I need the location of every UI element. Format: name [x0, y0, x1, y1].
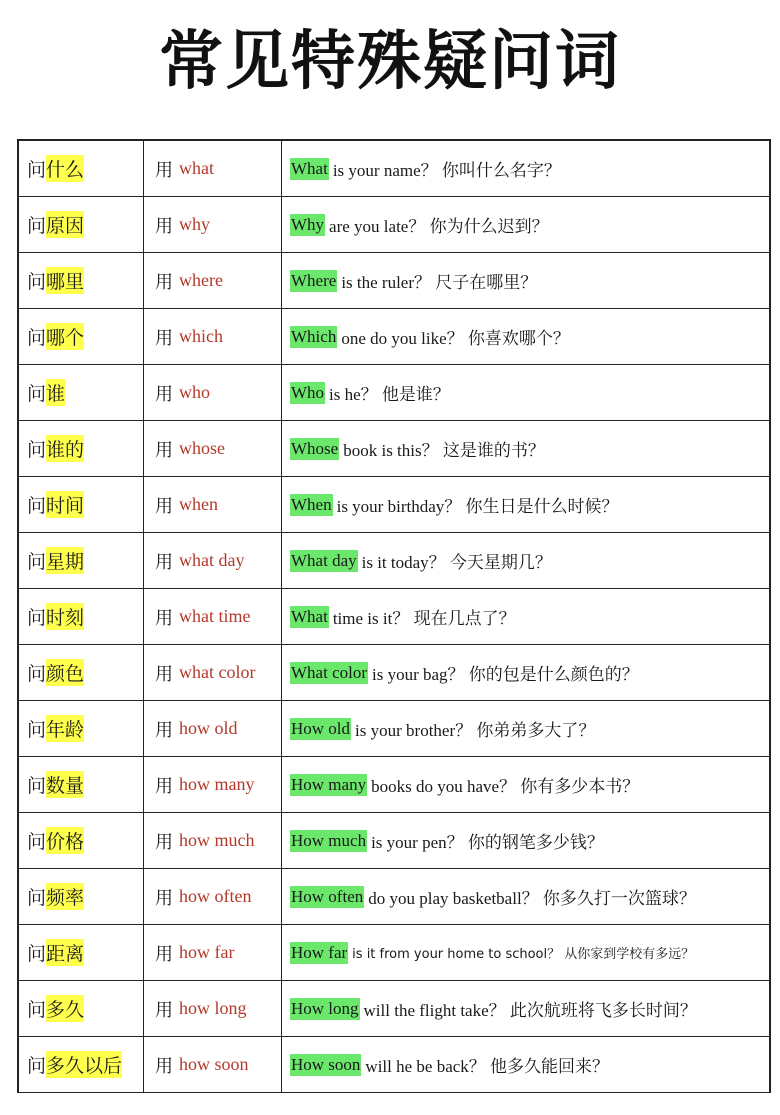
use-label: 用 [155, 383, 173, 405]
example-sentence: is your brother？ 你弟弟多大了？ [355, 721, 596, 740]
example-sentence-cell [282, 421, 769, 476]
example-sentence: one do you like？ 你喜欢哪个？ [341, 329, 570, 348]
question-word-cell [144, 533, 282, 588]
example-keyword: How old [291, 718, 351, 738]
example-sentence: is it today？ 今天星期几？ [361, 553, 552, 572]
question-topic-cell [19, 589, 144, 644]
question-prefix: 问 [27, 383, 47, 405]
question-word: why [179, 214, 210, 234]
example-keyword: Where [291, 270, 337, 290]
example-sentence: is it from your home to school？ 从你家到学校有多远？ [352, 947, 695, 962]
example-keyword: Who [291, 382, 325, 402]
use-label: 用 [155, 159, 173, 181]
question-word: what color [179, 662, 256, 682]
table-row [19, 701, 769, 757]
question-topic-cell [19, 869, 144, 924]
question-topic: 数量 [46, 771, 84, 798]
question-topic: 谁的 [46, 435, 84, 462]
example-sentence: will he be back？ 他多久能回来？ [365, 1057, 610, 1076]
question-topic-cell [19, 365, 144, 420]
question-topic: 时刻 [46, 603, 84, 630]
table-row [19, 141, 769, 197]
question-word: who [179, 382, 210, 402]
question-topic-cell [19, 645, 144, 700]
question-word: how often [179, 886, 252, 906]
example-sentence-cell [282, 813, 769, 868]
question-topic: 颜色 [46, 659, 84, 686]
question-word-cell [144, 253, 282, 308]
example-sentence: is your name？ 你叫什么名字？ [332, 161, 561, 180]
example-keyword: How much [291, 830, 367, 850]
question-word: how old [179, 718, 238, 738]
question-prefix: 问 [27, 1055, 47, 1077]
use-label: 用 [155, 1055, 173, 1077]
question-word-cell [144, 645, 282, 700]
example-keyword: What day [291, 550, 357, 570]
question-topic: 谁 [46, 379, 65, 406]
example-sentence: is your birthday？ 你生日是什么时候？ [336, 497, 619, 516]
example-sentence-cell [282, 141, 769, 196]
question-word-cell [144, 757, 282, 812]
example-sentence-cell [282, 589, 769, 644]
use-label: 用 [155, 439, 173, 461]
example-sentence: time is it？ 现在几点了？ [332, 609, 516, 628]
example-keyword: Which [291, 326, 337, 346]
example-sentence: books do you have？ 你有多少本书？ [371, 777, 640, 796]
example-sentence: is the ruler？ 尺子在哪里？ [341, 273, 538, 292]
example-sentence-cell [282, 477, 769, 532]
question-word: what time [179, 606, 251, 626]
example-keyword: How long [291, 998, 359, 1018]
example-keyword: How many [291, 774, 367, 794]
question-prefix: 问 [27, 831, 47, 853]
question-prefix: 问 [27, 887, 47, 909]
example-sentence-cell [282, 1037, 769, 1092]
example-keyword: What color [291, 662, 367, 682]
question-topic-cell [19, 981, 144, 1036]
table-row [19, 925, 769, 981]
question-topic-cell [19, 533, 144, 588]
question-topic-cell [19, 253, 144, 308]
example-sentence: will the flight take？ 此次航班将飞多长时间？ [363, 1001, 697, 1020]
question-topic: 时间 [46, 491, 84, 518]
use-label: 用 [155, 719, 173, 741]
example-sentence-cell [282, 925, 769, 980]
question-word-cell [144, 925, 282, 980]
question-topic-cell [19, 925, 144, 980]
use-label: 用 [155, 271, 173, 293]
table-row [19, 365, 769, 421]
example-sentence-cell [282, 309, 769, 364]
example-sentence-cell [282, 253, 769, 308]
question-prefix: 问 [27, 271, 47, 293]
question-prefix: 问 [27, 495, 47, 517]
question-word-cell [144, 981, 282, 1036]
example-keyword: How soon [291, 1054, 361, 1074]
table-row [19, 421, 769, 477]
question-word-cell [144, 141, 282, 196]
question-word: what [179, 158, 214, 178]
question-topic-cell [19, 1037, 144, 1092]
example-sentence-cell [282, 645, 769, 700]
example-keyword: What [291, 606, 328, 626]
question-word: how soon [179, 1054, 249, 1074]
question-prefix: 问 [27, 775, 47, 797]
example-sentence: do you play basketball？ 你多久打一次篮球？ [368, 889, 696, 908]
question-word: where [179, 270, 223, 290]
question-prefix: 问 [27, 607, 47, 629]
table-row [19, 869, 769, 925]
question-word: how far [179, 942, 235, 962]
question-topic: 什么 [46, 155, 84, 182]
table-row [19, 589, 769, 645]
example-sentence-cell [282, 197, 769, 252]
example-keyword: When [291, 494, 332, 514]
question-prefix: 问 [27, 215, 47, 237]
example-sentence-cell [282, 701, 769, 756]
question-topic: 多久以后 [46, 1051, 122, 1078]
use-label: 用 [155, 327, 173, 349]
question-topic-cell [19, 197, 144, 252]
example-sentence-cell [282, 365, 769, 420]
question-prefix: 问 [27, 159, 47, 181]
example-sentence: is he？ 他是谁？ [329, 385, 450, 404]
question-topic-cell [19, 813, 144, 868]
page-title: 常见特殊疑问词 [159, 25, 621, 99]
question-topic: 哪里 [46, 267, 84, 294]
example-sentence: is your pen？ 你的钢笔多少钱？ [371, 833, 604, 852]
example-keyword: Whose [291, 438, 339, 458]
question-word-cell [144, 1037, 282, 1092]
question-topic-cell [19, 477, 144, 532]
use-label: 用 [155, 663, 173, 685]
table-row [19, 533, 769, 589]
question-topic: 距离 [46, 939, 84, 966]
example-keyword: How far [291, 942, 348, 962]
question-prefix: 问 [27, 663, 47, 685]
use-label: 用 [155, 215, 173, 237]
question-prefix: 问 [27, 999, 47, 1021]
question-word: when [179, 494, 218, 514]
question-word: how many [179, 774, 255, 794]
question-word: how much [179, 830, 255, 850]
question-prefix: 问 [27, 943, 47, 965]
example-sentence: is your bag？ 你的包是什么颜色的？ [372, 665, 639, 684]
question-word-cell [144, 869, 282, 924]
example-sentence-cell [282, 533, 769, 588]
example-sentence-cell [282, 869, 769, 924]
example-keyword: Why [291, 214, 325, 234]
question-prefix: 问 [27, 719, 47, 741]
question-word-cell [144, 309, 282, 364]
example-sentence: are you late？ 你为什么迟到？ [329, 217, 549, 236]
question-word: what day [179, 550, 245, 570]
example-sentence-cell [282, 757, 769, 812]
example-keyword: How often [291, 886, 364, 906]
question-topic: 频率 [46, 883, 84, 910]
question-topic: 哪个 [46, 323, 84, 350]
question-prefix: 问 [27, 439, 47, 461]
example-sentence: book is this？ 这是谁的书？ [343, 441, 545, 460]
question-word-cell [144, 365, 282, 420]
example-keyword: What [291, 158, 328, 178]
question-topic: 年龄 [46, 715, 84, 742]
table-row [19, 981, 769, 1037]
table-row [19, 253, 769, 309]
question-topic: 星期 [46, 547, 84, 574]
question-topic-cell [19, 141, 144, 196]
use-label: 用 [155, 999, 173, 1021]
use-label: 用 [155, 943, 173, 965]
question-word: which [179, 326, 223, 346]
question-topic-cell [19, 309, 144, 364]
example-sentence-cell [282, 981, 769, 1036]
table-row [19, 1037, 769, 1093]
use-label: 用 [155, 831, 173, 853]
question-word-cell [144, 477, 282, 532]
question-word: how long [179, 998, 247, 1018]
question-prefix: 问 [27, 551, 47, 573]
use-label: 用 [155, 887, 173, 909]
table-row [19, 197, 769, 253]
question-topic: 原因 [46, 211, 84, 238]
question-prefix: 问 [27, 327, 47, 349]
question-word-cell [144, 197, 282, 252]
question-topic-cell [19, 701, 144, 756]
table-row [19, 309, 769, 365]
use-label: 用 [155, 607, 173, 629]
question-topic: 多久 [46, 995, 84, 1022]
table-row [19, 477, 769, 533]
question-word-cell [144, 589, 282, 644]
question-word-cell [144, 701, 282, 756]
question-topic-cell [19, 421, 144, 476]
question-topic-cell [19, 757, 144, 812]
question-word: whose [179, 438, 225, 458]
use-label: 用 [155, 495, 173, 517]
table-row [19, 757, 769, 813]
question-topic: 价格 [46, 827, 84, 854]
question-word-cell [144, 421, 282, 476]
question-words-table [17, 139, 771, 1093]
question-word-cell [144, 813, 282, 868]
use-label: 用 [155, 551, 173, 573]
table-row [19, 813, 769, 869]
table-row [19, 645, 769, 701]
use-label: 用 [155, 775, 173, 797]
